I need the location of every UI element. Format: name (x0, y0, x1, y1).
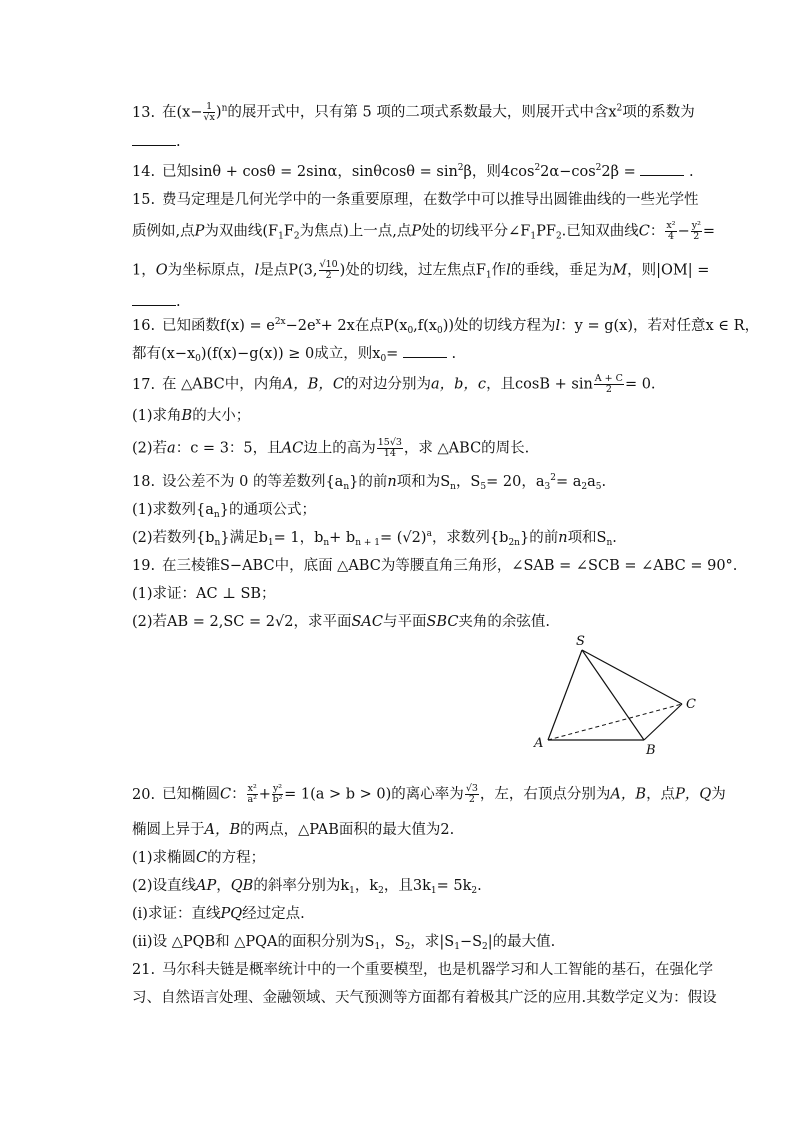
question-20-part2-i: (i)求证：直线PQ经过定点. (132, 906, 305, 922)
tetrahedron-figure (520, 630, 710, 755)
question-16-line2: 都有$(x-x_0)(f(x)-g(x)) \ge 0$成立，则$x_0=$ . (132, 346, 457, 364)
question-20-part2: (2)设直线AP，QB的斜率分别为$k_1$，$k_2$，且$3k_1= 5k_2$. (132, 878, 482, 896)
edge-sc (582, 650, 682, 704)
label-b: B (646, 743, 656, 755)
label-a: A (534, 736, 544, 751)
label-s: S (576, 634, 585, 649)
answer-blank[interactable] (132, 293, 176, 306)
question-13-answer: . (132, 132, 181, 152)
question-17-part2: (2)若a：c = 3：5，且AC边上的高为 $\frac{15√3}{14}$ ，求 △ABC的周长. (132, 437, 530, 459)
question-15-answer: . (132, 292, 181, 312)
question-15: 15. 费马定理是几何光学中的一条重要原理，在数学中可以推导出圆锥曲线的一些光学性 (132, 192, 699, 208)
question-21-line2: 习、自然语言处理、金融领域、天气预测等方面都有着极其广泛的应用.其数学定义为：假设 (132, 990, 717, 1006)
question-20-part2-ii: (ii)设 △PQB和 △PQA的面积分别为$S_1$，$S_2$，求$|S_1-S_2|$的最大值. (132, 934, 556, 952)
answer-blank[interactable] (640, 163, 684, 176)
question-19-part2: (2)若AB = 2,SC = 2√2，求平面SAC与平面SBC夹角的余弦值. (132, 614, 551, 630)
question-18-part2: (2)若数列$\{b_n\}$满足$b_1= 1$，$b_n+ b_{n + 1}= (√2)^a$，求数列$\{b_{2n}\}$的前n项和$S_n$. (132, 529, 617, 548)
question-15-line3: 1，O为坐标原点，l是点P(3, $\frac{√10}{2}$ )处的切线，过左焦点$F_1$作l的垂线，垂足为M，则|OM| = (132, 259, 710, 281)
question-13: 13. 在(x− $\frac{1}{√x}$ )$^n$的展开式中，只有第 5 项的二项式系数最大，则展开式中含$x^2$项的系数为 (132, 101, 695, 123)
question-18-part1: (1)求数列$\{a_n\}$的通项公式； (132, 502, 316, 520)
question-16: 16. 已知函数$f(x) = e^{2x}-2e^x+ 2x$在点$P(x_0,f(x_0))$处的切线方程为l：y = g(x)，若对任意x ∈ R， (132, 317, 760, 336)
question-17-part1: (1)求角B的大小； (132, 408, 251, 424)
question-15-line2: 质例如,点P为双曲线($F_1F_2$为焦点)上一点,点P处的切线平分$\angle F_1PF_2$.已知双曲线C： $\frac{\text{x²}}{4}$ − $\frac{\text{y²}}{2}$ = (132, 220, 716, 242)
answer-blank[interactable] (403, 345, 447, 358)
question-18: 18. 设公差不为 0 的等差数列$\{a_n\}$的前n项和为$S_n$，$S_5= 20$，$a_3^2= a_2a_5$. (132, 473, 607, 492)
question-20: 20. 已知椭圆C： $\frac{\text{x²}}{\text{a²}}$ + $\frac{\text{y²}}{\text{b²}}$ = 1(a > b > 0)的离心率为 $\frac{√3}{2}$ ，左，右顶点分别为A，B，点P，Q为 (132, 783, 726, 805)
question-20-part1: (1)求椭圆C的方程； (132, 850, 266, 866)
question-14: 14. 已知sinθ + cosθ = 2sinα，$\sin\theta\cos\theta = \sin^2\beta$，则$4\cos^22\alpha-\cos^22\beta$ = . (132, 163, 694, 180)
question-21: 21. 马尔科夫链是概率统计中的一个重要模型，也是机器学习和人工智能的基石，在强化学 (132, 962, 713, 978)
question-17: 17. 在 △ABC中，内角A，B，C的对边分别为a，b，c，且cosB + sin $\frac{A + C}{2}$ = 0. (132, 373, 656, 395)
question-19: 19. 在三棱锥S−ABC中，底面 △ABC为等腰直角三角形，∠SAB = ∠SCB = ∠ABC = 90°. (132, 558, 738, 574)
answer-blank[interactable] (132, 133, 176, 146)
question-20-line2: 椭圆上异于A，B的两点，△PAB面积的最大值为2. (132, 822, 455, 838)
label-c: C (686, 697, 696, 712)
edge-sb (582, 650, 644, 740)
edge-sa (548, 650, 582, 740)
edge-ac-hidden (548, 704, 682, 740)
question-19-part1: (1)求证：AC ⊥ SB； (132, 586, 276, 602)
